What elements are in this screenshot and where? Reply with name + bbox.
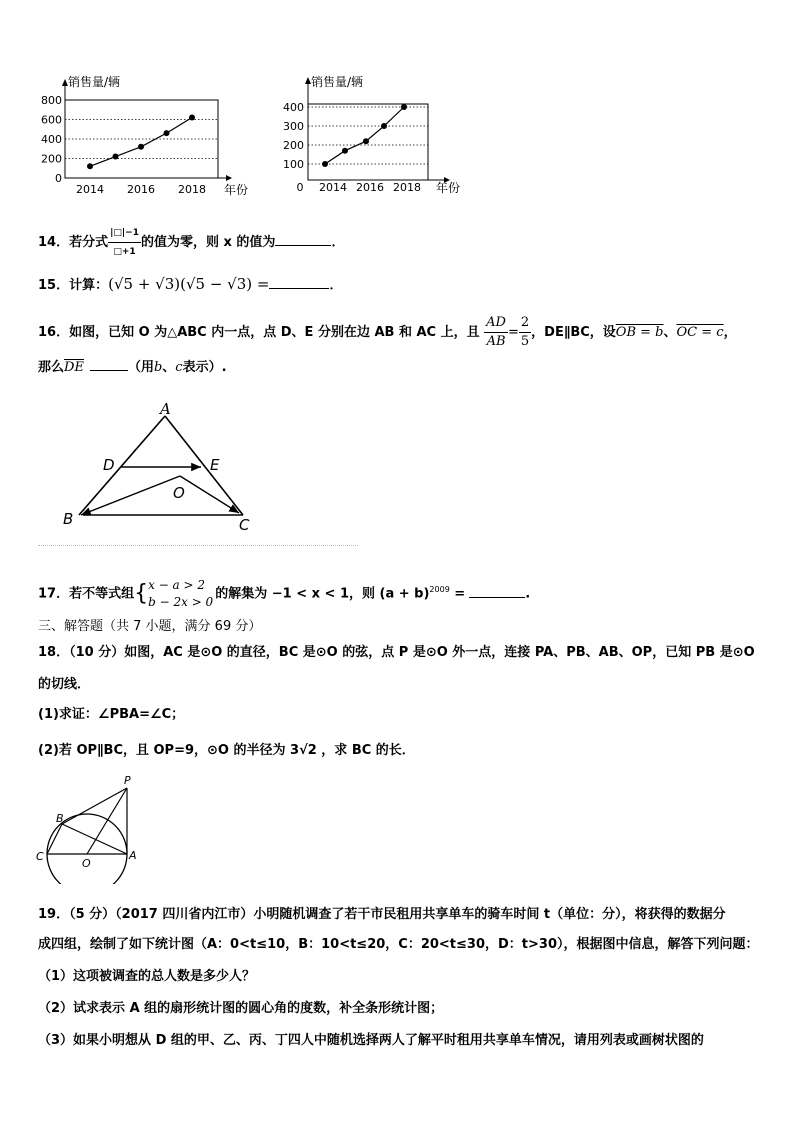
q16-var-b: b <box>153 360 163 375</box>
q17-text-c: = <box>449 586 466 602</box>
q15-number: 15． <box>38 278 70 293</box>
x-axis-title: 年份 <box>224 183 249 197</box>
x-tick-label: 2016 <box>127 183 155 196</box>
data-point <box>138 144 144 150</box>
tangent-pb <box>62 788 127 824</box>
q19-part3: （3）如果小明想从 D 组的甲、乙、丙、丁四人中随机选择两人了解平时租用共享单车情况，请用列表或画树状图的 <box>38 1033 704 1048</box>
q17-answer-blank[interactable] <box>469 585 525 598</box>
q19-line2: 成四组，绘制了如下统计图（A：0<t≤10，B：10<t≤20，C：20<t≤30，D：t>30），根据图中信息，解答下列问题： <box>38 937 759 952</box>
data-point <box>87 163 93 169</box>
q14-text-a: 若分式 <box>69 235 109 250</box>
series-line <box>90 118 192 167</box>
vector-oc <box>180 476 239 513</box>
x-tick-label: 2016 <box>356 181 384 194</box>
q16-comma: ， <box>723 325 737 340</box>
question-14 <box>38 224 344 261</box>
data-point <box>113 154 119 160</box>
q17-ineq1: x − a > 2 <box>148 578 206 592</box>
q18-line2: 的切线． <box>38 677 91 692</box>
y-tick-label: 200 <box>283 139 304 152</box>
q14-answer-blank[interactable] <box>275 233 331 246</box>
q16-line2-sep: 、 <box>162 360 176 375</box>
q16-val-num: 2 <box>519 314 531 333</box>
y-axis-title: 销售量/辆 <box>311 75 364 89</box>
label-o: O <box>82 857 91 870</box>
x-tick-label: 2018 <box>393 181 421 194</box>
q16-var-c: c <box>175 360 183 375</box>
q14-number: 14． <box>38 235 70 250</box>
q16-value-fraction <box>519 314 531 351</box>
q16-ratio-fraction <box>484 314 508 351</box>
y-tick-label: 100 <box>283 158 304 171</box>
q19-part1: （1）这项被调查的总人数是多少人？ <box>38 969 256 984</box>
q17-end: . <box>525 586 531 602</box>
q14-fraction <box>108 224 141 261</box>
q15-text-a: 计算： <box>69 278 109 293</box>
q15-expression: (√5 + √3)(√5 − √3) = <box>108 275 270 293</box>
q18-part2: (2)若 OP∥BC，且 OP=9，⊙O 的半径为 3√2 ，求 BC 的长． <box>38 743 415 758</box>
q19-line1: 19．（5 分）（2017 四川省内江市）小明随机调查了若干市民租用共享单车的骑车时间 t（单位：分），将获得的数据分 <box>38 907 726 922</box>
question-16 <box>38 314 737 351</box>
q17-number: 17． <box>38 586 70 602</box>
y-tick-label: 200 <box>41 152 62 166</box>
label-a: A <box>160 400 171 418</box>
data-point <box>189 115 195 121</box>
q17-ineq2: b − 2x > 0 <box>148 595 214 609</box>
q16-val-den: 5 <box>520 334 530 349</box>
y-axis-title: 销售量/辆 <box>68 75 121 89</box>
question-16-line2 <box>38 358 227 377</box>
y-tick-label: 800 <box>41 94 62 107</box>
q16-sep: 、 <box>663 325 677 340</box>
label-d: D <box>103 456 115 474</box>
q14-frac-denominator: □+1 <box>113 247 136 257</box>
segment-ab <box>79 416 165 515</box>
x-tick-label: 2018 <box>178 183 206 196</box>
data-point <box>363 138 369 144</box>
q17-brace: { <box>134 581 149 606</box>
y-tick-label: 400 <box>283 101 304 114</box>
label-e: E <box>210 456 220 474</box>
dotted-separator <box>38 545 358 546</box>
q16-line2-a: 那么 <box>38 360 65 375</box>
q16-text-a: 如图，已知 O 为△ABC 内一点，点 D、E 分别在边 AB 和 AC 上，且 <box>69 325 480 340</box>
q15-end: ． <box>329 278 343 293</box>
q18-line1: 18．（10 分）如图，AC 是⊙O 的直径，BC 是⊙O 的弦，点 P 是⊙O 外一点，连接 PA、PB、AB、OP，已知 PB 是⊙O <box>38 645 755 660</box>
label-a: A <box>129 849 137 862</box>
q16-vector-oc: OC = c <box>676 325 724 340</box>
data-point <box>164 130 170 136</box>
y-tick-label: 400 <box>41 133 62 146</box>
data-point <box>381 123 387 129</box>
q17-system <box>148 577 213 611</box>
x-tick-label: 2014 <box>319 181 347 194</box>
x-axis-arrow <box>226 175 232 181</box>
q18-part1: (1)求证：∠PBA=∠C； <box>38 707 185 722</box>
q17-text-b: 的解集为 −1 < x < 1，则 (a + b) <box>215 586 430 602</box>
q14-text-b: 的值为零，则 x 的值为 <box>141 235 276 250</box>
y-tick-label: 0 <box>55 172 62 185</box>
figure-16-triangle <box>55 398 265 533</box>
x-tick-label: 2014 <box>76 183 104 196</box>
q14-frac-numerator: |□|−1 <box>108 224 141 243</box>
q16-line2-c: 表示）. <box>182 360 227 375</box>
q16-vector-ob: OB = b <box>615 325 664 340</box>
label-b: B <box>63 510 74 528</box>
label-b: B <box>56 812 64 825</box>
q16-frac-den: AB <box>486 334 506 349</box>
question-17 <box>38 576 530 612</box>
q19-part2: （2）试求表示 A 组的扇形统计图的圆心角的度数，补全条形统计图； <box>38 1001 444 1016</box>
q17-exponent: 2009 <box>429 585 450 595</box>
q14-end: ． <box>331 235 345 250</box>
label-o: O <box>173 484 185 502</box>
chart-left <box>30 70 260 200</box>
segment-op <box>87 788 127 854</box>
question-15 <box>38 275 343 295</box>
section-3-title: 三、解答题（共 7 小题，满分 69 分） <box>38 619 262 634</box>
label-c: C <box>36 850 44 863</box>
y-tick-label: 300 <box>283 120 304 133</box>
q17-text-a: 若不等式组 <box>69 586 135 602</box>
q16-number: 16． <box>38 325 70 340</box>
x-axis-title: 年份 <box>436 181 461 195</box>
label-p: P <box>124 774 131 787</box>
q15-answer-blank[interactable] <box>269 276 329 289</box>
q16-answer-blank[interactable] <box>90 358 128 371</box>
q16-frac-num: AD <box>484 314 508 333</box>
label-c: C <box>239 516 250 533</box>
data-point <box>322 161 328 167</box>
q16-line2-b: （用 <box>127 360 154 375</box>
series-line <box>325 107 404 164</box>
q16-text-b: ，DE∥BC，设 <box>531 325 616 340</box>
data-point <box>342 148 348 154</box>
chart-right <box>278 70 478 200</box>
data-point <box>401 104 407 110</box>
q16-eq: = <box>507 325 519 340</box>
y-tick-label: 600 <box>41 113 62 127</box>
figure-18-circle <box>32 772 152 884</box>
q16-vector-de: $\overline{DE}$ <box>64 360 84 375</box>
x-tick-label: 0 <box>296 181 304 194</box>
